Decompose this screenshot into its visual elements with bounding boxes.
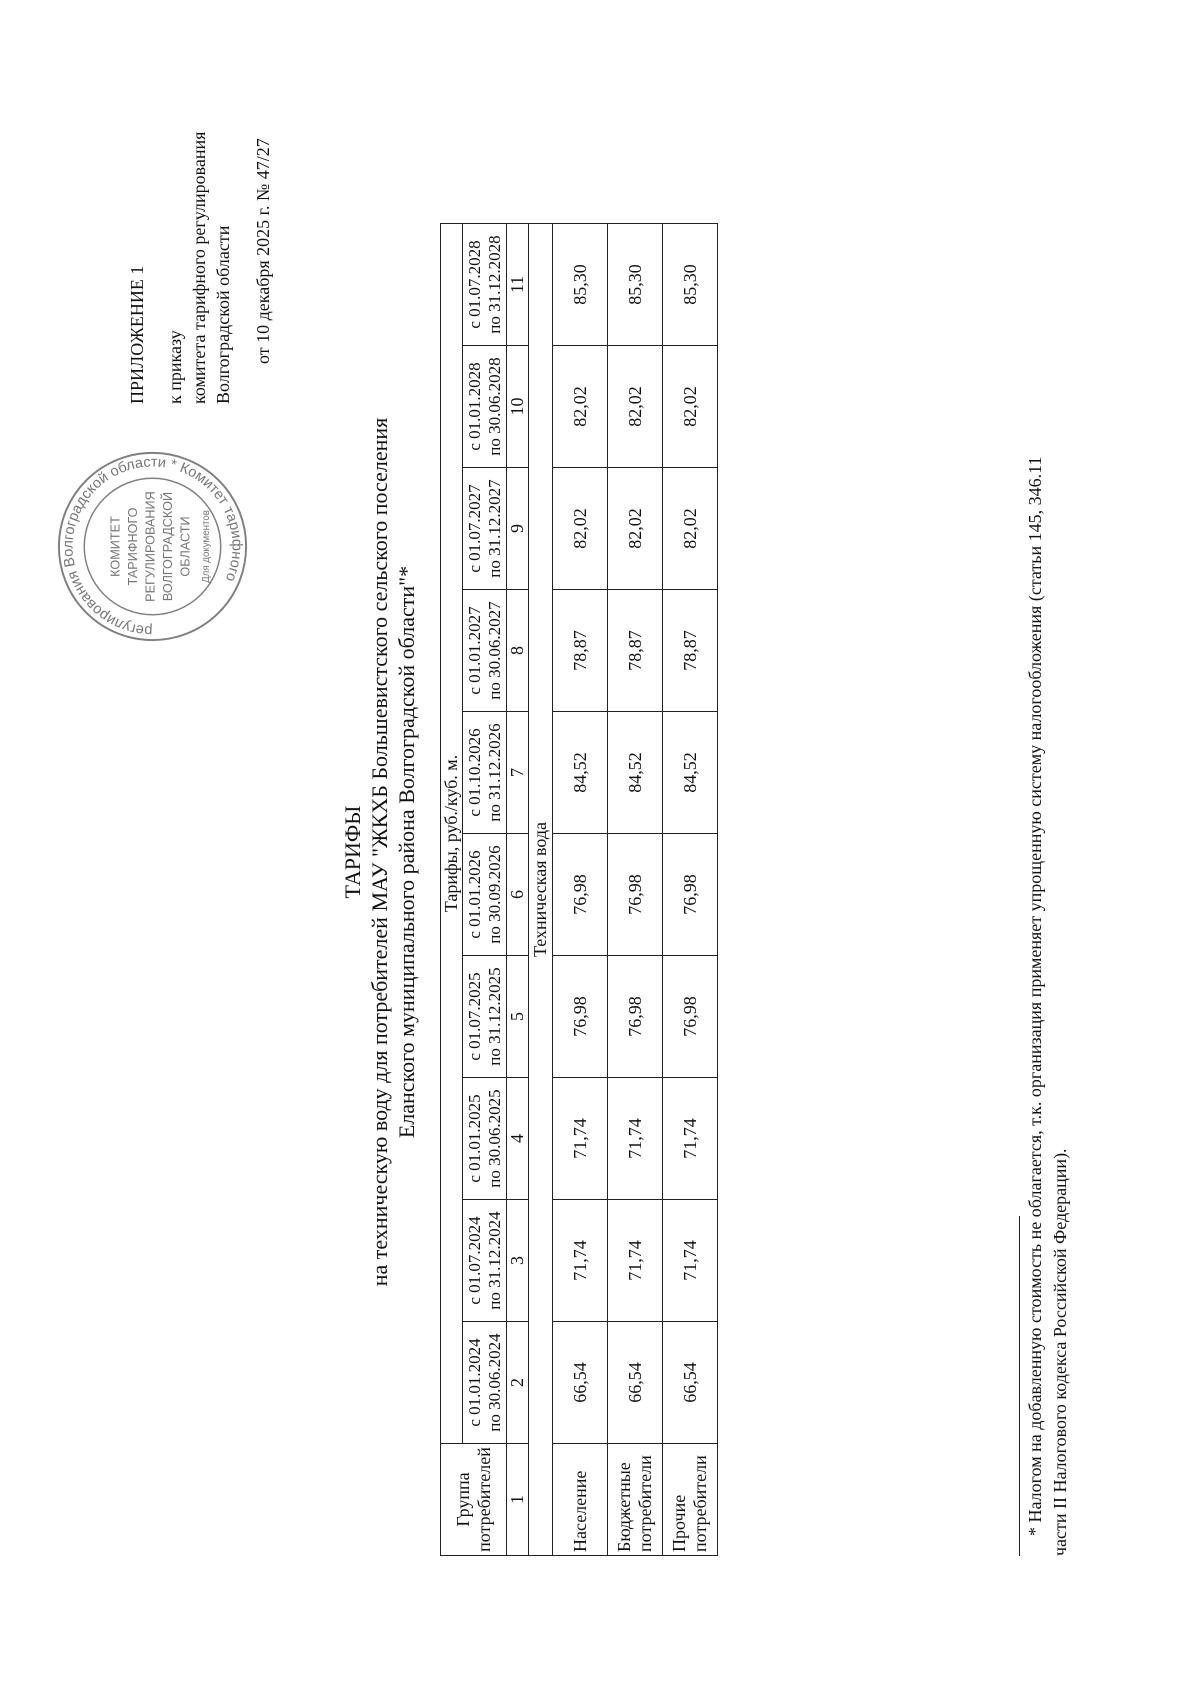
consumer-group-label-line: Население [569,1470,590,1552]
period-header [463,468,507,590]
document-title: ТАРИФЫ [340,805,365,899]
period-header [463,346,507,468]
consumer-group-label-line: Прочие [669,1494,689,1552]
period-header-line: по 31.12.2026 [484,723,504,822]
consumer-group-label-line: потребители [635,1455,655,1552]
consumer-group-label [553,1444,608,1556]
consumer-group-label-line: потребители [690,1455,710,1552]
period-header-line: с 01.10.2026 [464,728,484,817]
table-row [608,224,663,1556]
tariff-value: 76,98 [663,834,718,956]
seal-outer-text: регулирования Волгоградской области * Комитет тарифного [60,454,245,639]
tariffs-header: Тарифы, руб./куб. м. [441,224,463,1444]
document-subtitle [366,0,420,1704]
tariff-value: 76,98 [608,956,663,1078]
column-number: 10 [507,346,529,468]
tariff-value: 85,30 [663,224,718,346]
column-number: 5 [507,956,529,1078]
footnote-rule [1019,1216,1020,1556]
order-date: от 10 декабря 2025 г. № 47/27 [253,138,273,364]
tariff-value: 76,98 [663,956,718,1078]
period-header [463,1322,507,1444]
period-header-line: по 30.06.2028 [484,357,504,456]
tariff-table [440,223,718,1556]
column-number: 8 [507,590,529,712]
period-header [463,590,507,712]
group-header [441,1444,507,1556]
period-header [463,956,507,1078]
footnote-line: части II Налогового кодекса Российской Федерации). [1050,1148,1070,1556]
column-number: 4 [507,1078,529,1200]
group-header-text: Группа потребителей [452,1447,494,1552]
period-header-line: с 01.01.2027 [464,606,484,695]
period-header-line: по 30.06.2027 [484,601,504,700]
tariff-value: 78,87 [608,590,663,712]
tariff-value: 71,74 [663,1200,718,1322]
consumer-group-label [608,1444,663,1556]
column-number: 6 [507,834,529,956]
tariff-value: 85,30 [553,224,608,346]
period-header-line: по 31.12.2027 [484,479,504,578]
tariff-value: 82,02 [608,346,663,468]
seal-inner-line: РЕГУЛИРОВАНИЯ [143,491,158,602]
tariff-value: 82,02 [553,346,608,468]
period-header-line: с 01.01.2025 [464,1094,484,1183]
tariff-value: 82,02 [663,346,718,468]
section-header: Техническая вода [529,224,553,1556]
subtitle-line: Еланского муниципального района Волгоградской области"* [394,565,419,1139]
table-row [663,224,718,1556]
period-header-line: по 30.06.2025 [484,1089,504,1188]
period-header-line: по 31.12.2024 [484,1211,504,1310]
appendix-line: Волгоградской области [213,225,233,404]
consumer-group-label-line: Бюджетные [614,1462,634,1552]
column-number: 1 [507,1444,529,1556]
tariff-value: 78,87 [663,590,718,712]
footnote-line: * Налогом на добавленную стоимость не облагается, т.к. организация применяет упрощенную систему налогообложения (статьи 145, 346.11 [1025,456,1045,1536]
tariff-value: 84,52 [553,712,608,834]
subtitle-line: на техническую воду для потребителей МАУ "ЖКХБ Большевистского сельского поселения [367,417,392,1287]
tariff-value: 85,30 [608,224,663,346]
tariff-value: 78,87 [553,590,608,712]
column-number: 2 [507,1322,529,1444]
tariff-value: 82,02 [608,468,663,590]
tariff-value: 76,98 [553,956,608,1078]
column-number: 3 [507,1200,529,1322]
period-header [463,712,507,834]
period-header [463,1200,507,1322]
period-header [463,224,507,346]
tariff-value: 66,54 [553,1322,608,1444]
period-header-line: по 30.09.2026 [484,845,504,944]
tariff-value: 71,74 [553,1078,608,1200]
tariff-value: 84,52 [608,712,663,834]
period-header-line: с 01.01.2028 [464,362,484,451]
period-header-line: по 31.12.2025 [484,967,504,1066]
column-number: 9 [507,468,529,590]
seal-inner-line: ТАРИФНОГО [125,507,140,586]
column-number: 11 [507,224,529,346]
seal-inner-line: КОМИТЕТ [108,516,123,577]
period-header [463,1078,507,1200]
period-header-line: с 01.01.2024 [464,1338,484,1427]
table-row [553,224,608,1556]
appendix-line: к приказу [165,330,185,404]
official-seal [55,449,250,644]
tariff-value: 71,74 [608,1200,663,1322]
footnote [1023,136,1073,1556]
tariff-value: 84,52 [663,712,718,834]
period-header-line: с 01.07.2025 [464,972,484,1061]
tariff-value: 66,54 [663,1322,718,1444]
period-header-line: по 30.06.2024 [484,1333,504,1432]
period-header-line: по 31.12.2028 [484,235,504,334]
period-header-line: с 01.07.2024 [464,1216,484,1305]
tariff-value: 76,98 [553,834,608,956]
appendix-line: комитета тарифного регулирования [189,131,209,404]
column-number: 7 [507,712,529,834]
appendix-number: ПРИЛОЖЕНИЕ 1 [127,265,147,404]
tariff-value: 76,98 [608,834,663,956]
period-header-line: с 01.01.2026 [464,850,484,939]
seal-inner-line: ВОЛГОГРАДСКОЙ [161,491,175,602]
tariff-value: 71,74 [553,1200,608,1322]
consumer-group-label [663,1444,718,1556]
period-header [463,834,507,956]
period-header-line: с 01.07.2028 [464,240,484,329]
seal-inner-line: ОБЛАСТИ [178,516,193,577]
seal-bottom-text: Для документов [201,509,213,584]
tariff-value: 71,74 [663,1078,718,1200]
tariff-value: 82,02 [663,468,718,590]
tariff-value: 71,74 [608,1078,663,1200]
tariff-value: 82,02 [553,468,608,590]
period-header-line: с 01.07.2027 [464,484,484,573]
tariff-value: 66,54 [608,1322,663,1444]
